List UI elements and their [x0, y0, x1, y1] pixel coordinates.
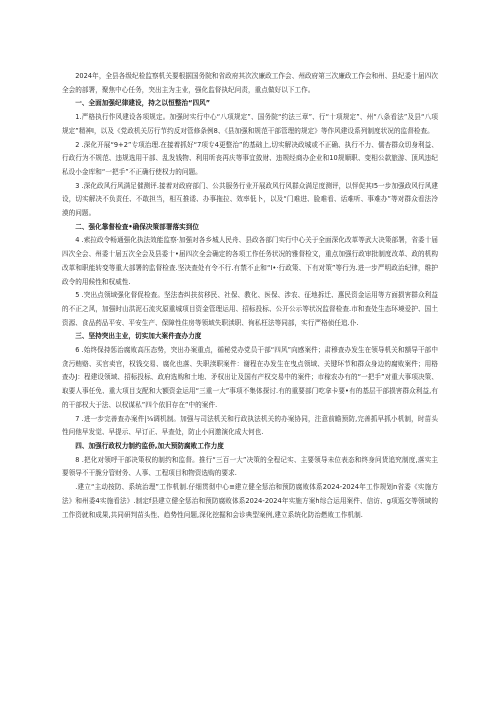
paragraph-item-2: 2 .深化开展“9+2”专项治理.在接着抓好“7项专4更整治”的基础上,切实解决政城或不正确、执行不力、儒杏群众切身利益、行政行为不规范、违规选用干部、乱发钱物、利用昕丧再庆等事宜敛财、违规经商办企业和10规顺职、变相公款旅游、顶风违纪私设小金库和“一把手”不正确行使权力的问题。 [62, 140, 438, 176]
intro-paragraph: 2024年，全县各级纪检监察机关要根据国务院和省政府其次次廉政工作会、州政府第三次廉政工作会和州、县纪委十届四次全会的部署，聚焦中心任务，突出主为主业，强化监督执纪问责，重点做好以下工作。 [62, 72, 438, 94]
section-heading-2: 二、强化靠督检查•确保决策部署落实到位 [75, 222, 200, 231]
paragraph-item-4: 4 .索拉政令畅通强化执法效能监察·加强对各乡城人民舟、县政各部门实行中心关于全面深化改革等武大决策部署，省委十届四次全会、州委十届五次全会及县委十•届四次全会确定的各项工作任务状况的雅督检文，重点加强行政审批制度改革、政的机构改革和职能转变等重大部署的监督检查.坚决查处有令不行.有禁不止和“I•·行政策、下有对策”等行为.进一步严明政治纪律，维护政令的用候性和权威性. [62, 236, 438, 286]
paragraph-item-3: 3 .深化政风行风满足催测评.接着对政府部门、公共服务行业开展政风行风群众满足度测评，以怦促其I5一步加强政风行风建设，切实解决不负责任、不敢担当，相互推诿、办事拖拉、效率低卜，以及“门难进、脸难看、话难听、事难办”等对群众看法冷漠的问题。 [62, 181, 438, 218]
section-heading-3: 三、坚持突出主业，切实加大案件查办力度 [75, 332, 202, 341]
paragraph-item-1: 1.严格执行作风建设各项规定。加强时实行中心“八项规定”、国务院“约法三章”、行“十项规定”、州“八条看法”及县“八项规定”精神I，以及《党政机关厉行节约反对管修条例8、《县加强和规范干部管理的规定》等作风建设系列制度状况的监督检查。 [62, 113, 438, 135]
section-heading-4: 四、加强行政权力制约监侨,加大预防腐败工作力度 [75, 441, 224, 450]
paragraph-item-9: .建立“主动按防、系统治理”工作机制.仔细贯彻中心≡建立健全惩治和预防腐败体系2024-2024年工作规划n省委《实施方法》和州委4实施看法》.制定f县建立健全惩治和预防腐败体系2024-2024年实施方案h综合运用案件、信访、g项巡交等领域的工作资就和成果,共同研判苗头性、趋势性问题,深化挖掘和会诊典型案例,建立系统化防治燃败工作机制. [62, 483, 438, 519]
document-body [62, 70, 438, 522]
paragraph-item-7: 7 .进一步完善查办案件|⅛调机制。加强与司法机关和行政执法机关的办案协同，注意前瞻预防,完善抓早抓小机制，时苗头性问他早发觉、早提示、早订正、早查处，防止小问邀演化成大何也. [62, 414, 438, 437]
paragraph-item-6: 6 .始终保持惩治腐败高压态势，突出办案重点，循秘党办党员干部“四风”向感案件；肃穆查办发生在领导机关和额导干部中贪污贿赂、买官卖官，权钱交易、腐化也落、失职渎职案件：谢程在办发生在曳点领域、关键环节和群众身边的腐败案件；用格查办J：程建设领域、招标投标、政府选购和土地、矛权出让及国有产权交易中的案件；市稼农办有的“一把手”对重大事项决策、取要人事任免、重大项目支配和大额资金运用“三重一大”事项不集体探讨.有的重要部门吃拿卡要•有的基层干部损害群众利益,有的干部权大于法、以权谋私”四个依旧存在”中的案件. [62, 346, 438, 409]
paragraph-item-8: 8 .把化对领呼干部决策权的制约和监督。推行“三百一大”决策的全程记实、主要领导未位表态和终身问货追究制度,落实主要领导不干脆分管财务、人事、工程项目和物资选购的要求. [62, 455, 438, 478]
section-heading-1: 一、全面加强纪律建设，持之以恒整治“四风” [75, 99, 211, 108]
paragraph-item-5: 5 .突出点领域强化督促检查。坚法杳纠扶贫移民、社保、教化、医保、涉农、征地拆迁、惠民资金运用等方面损害群众利益的不正之风，加强时山洪泥石流灾原重城项目资金管理运用、招标投标、公开公示等状况监督检查.市和查处生态环境爱护、国土资源、食品药品平安、平安生产、保障性住房等领域失职渎职、徇私枉法等同部，实行严格侦任追.仆. [62, 291, 438, 327]
